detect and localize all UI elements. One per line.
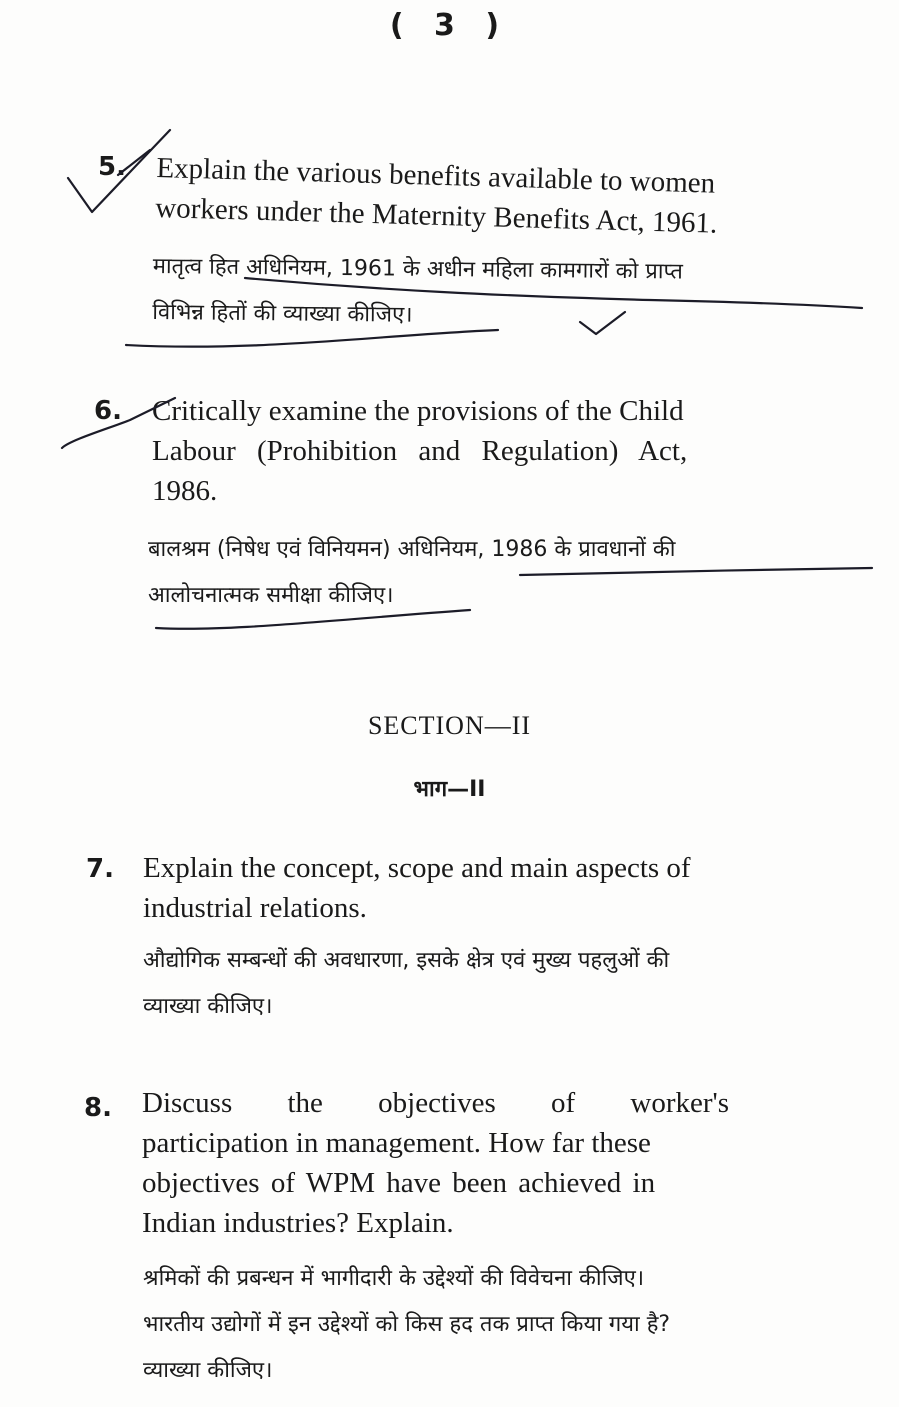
question-english: [152, 391, 808, 511]
question-english-line: Labour (Prohibition and Regulation) Act,: [152, 435, 688, 467]
question-english: [142, 1083, 804, 1243]
question-number: 5.: [98, 152, 126, 182]
question-number: 8.: [84, 1093, 112, 1123]
question-english-line: objectives of WPM have been achieved in: [142, 1167, 656, 1199]
question-english-line: [152, 391, 808, 431]
question-english-line: 1986.: [152, 475, 218, 507]
question-number: 6.: [94, 396, 122, 426]
question-english-line: Discuss the objectives of worker's: [142, 1087, 730, 1119]
question-hindi: [152, 244, 871, 344]
question-hindi-line: व्याख्या कीजिए।: [143, 1358, 273, 1383]
question-english-line: workers under the Maternity Benefits Act, 1961.: [154, 191, 718, 240]
question-english: [155, 148, 869, 248]
question-hindi: [148, 527, 874, 619]
question-hindi-line: आलोचनात्मक समीक्षा कीजिए।: [148, 583, 394, 608]
section-heading: SECTION—II: [367, 711, 532, 740]
question-hindi-line: बालश्रम (निषेध एवं विनियमन) अधिनियम, 1986 के प्रावधानों की: [148, 537, 676, 562]
question-english-line: Indian industries? Explain.: [142, 1207, 454, 1239]
question-number: 7.: [86, 854, 114, 884]
question-hindi-line: विभिन्न हितों की व्याख्या कीजिए।: [152, 299, 413, 328]
question-hindi-line: मातृत्व हित अधिनियम, 1961 के अधीन महिला कामगारों को प्राप्त: [152, 253, 683, 285]
question-english-line: Explain the concept, scope and main aspects of: [143, 852, 691, 884]
question-hindi: [143, 1256, 879, 1394]
question-hindi: [143, 938, 879, 1030]
question-hindi-line: व्याख्या कीजिए।: [143, 994, 273, 1019]
question-english-line: participation in management. How far these: [142, 1127, 651, 1159]
page-number: ( 3 ): [389, 8, 510, 43]
question-english-line: industrial relations.: [143, 892, 367, 924]
question-english: [143, 848, 881, 928]
question-hindi-line: श्रमिकों की प्रबन्धन में भागीदारी के उद्देश्यों की विवेचना कीजिए।: [143, 1266, 645, 1291]
question-english-text: Critically examine the provisions of the Child: [152, 395, 684, 427]
question-english-line: Explain the various benefits available to women: [155, 151, 716, 200]
section-heading-hindi: भाग—II: [413, 777, 486, 802]
question-hindi-line: औद्योगिक सम्बन्धों की अवधारणा, इसके क्षेत्र एवं मुख्य पहलुओं की: [143, 948, 670, 973]
question-hindi-line: भारतीय उद्योगों में इन उद्देश्यों को किस हद तक प्राप्त किया गया है?: [143, 1312, 671, 1337]
